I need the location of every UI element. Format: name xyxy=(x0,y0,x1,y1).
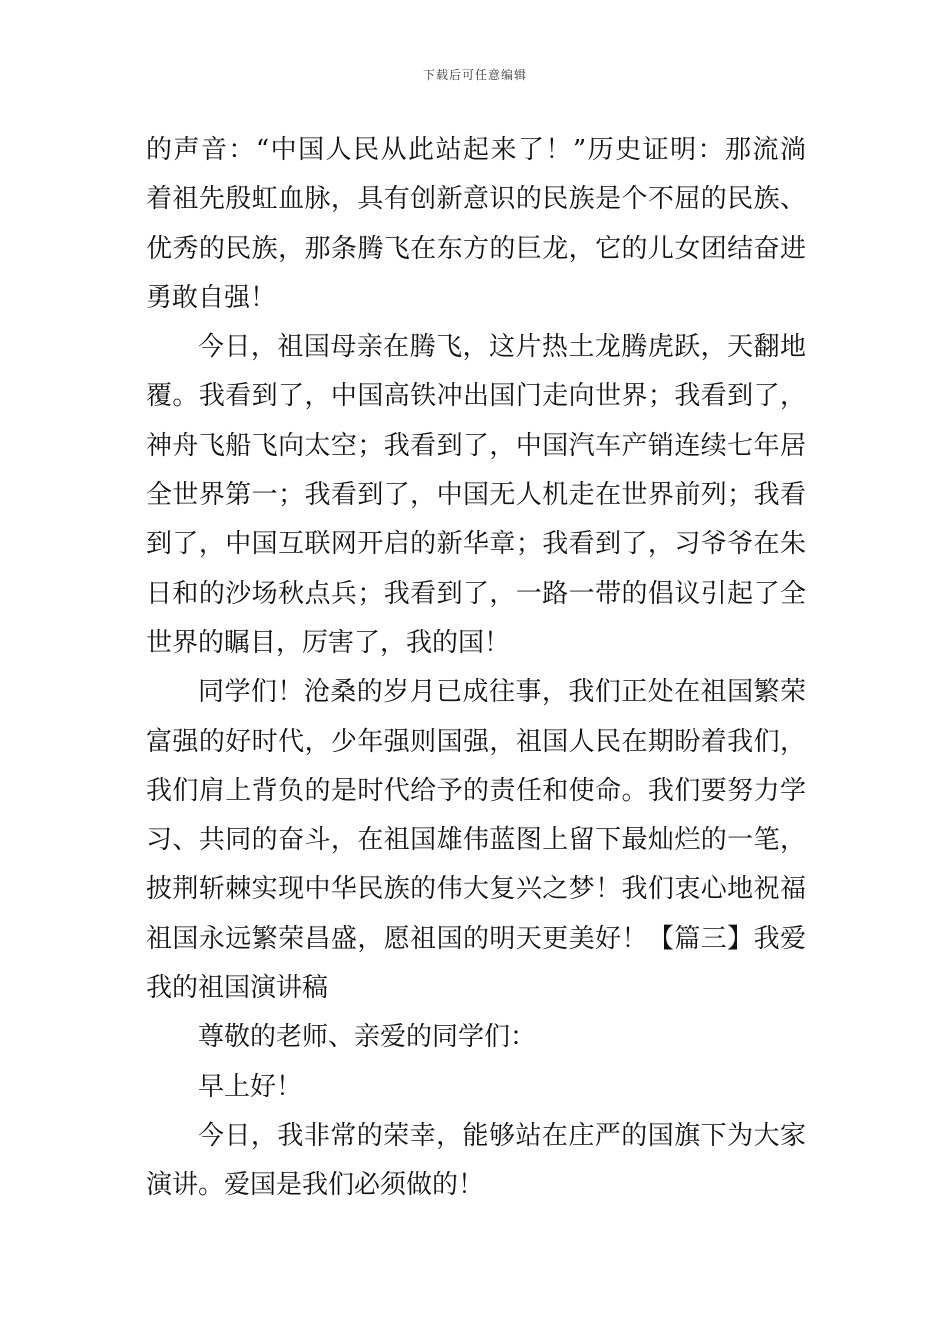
text-line: 勇敢自强！ xyxy=(146,282,277,313)
text-line: 同学们！沧桑的岁月已成往事，我们正处在祖国繁荣 xyxy=(198,677,806,708)
text-line: 日和的沙场秋点兵；我看到了，一路一带的倡议引起了全 xyxy=(146,578,806,609)
text-line: 全世界第一；我看到了，中国无人机走在世界前列；我看 xyxy=(146,480,806,511)
text-line: 演讲。爱国是我们必须做的！ xyxy=(146,1170,485,1201)
body-text xyxy=(146,126,806,1211)
text-line: 今日，祖国母亲在腾飞，这片热土龙腾虎跃，天翻地 xyxy=(198,332,806,363)
text-line: 神舟飞船飞向太空；我看到了，中国汽车产销连续七年居 xyxy=(146,430,806,461)
text-line: 覆。我看到了，中国高铁冲出国门走向世界；我看到了， xyxy=(146,381,806,412)
text-line: 习、共同的奋斗，在祖国雄伟蓝图上留下最灿烂的一笔， xyxy=(146,825,806,856)
text-line: 我们肩上背负的是时代给予的责任和使命。我们要努力学 xyxy=(146,775,806,806)
text-line: 富强的好时代，少年强则国强，祖国人民在期盼着我们， xyxy=(146,726,806,757)
text-line: 优秀的民族，那条腾飞在东方的巨龙，它的儿女团结奋进 xyxy=(146,233,806,264)
text-line: 我的祖国演讲稿 xyxy=(146,973,329,1004)
text-line: 到了，中国互联网开启的新华章；我看到了，习爷爷在朱 xyxy=(146,529,806,560)
text-line: 尊敬的老师、亲爱的同学们： xyxy=(198,1022,537,1053)
text-line: 祖国永远繁荣昌盛，愿祖国的明天更美好！【篇三】我爱 xyxy=(146,923,806,954)
text-line: 早上好！ xyxy=(198,1071,303,1102)
header-note: 下载后可任意编辑 xyxy=(422,68,527,82)
text-line: 今日，我非常的荣幸，能够站在庄严的国旗下为大家 xyxy=(198,1120,806,1151)
text-line: 披荆斩棘实现中华民族的伟大复兴之梦！我们衷心地祝福 xyxy=(146,874,806,905)
text-line: 着祖先殷虹血脉，具有创新意识的民族是个不屈的民族、 xyxy=(146,184,806,215)
text-line: 的声音：“中国人民从此站起来了！”历史证明：那流淌 xyxy=(146,135,806,165)
text-line: 世界的瞩目，厉害了，我的国！ xyxy=(146,627,511,658)
